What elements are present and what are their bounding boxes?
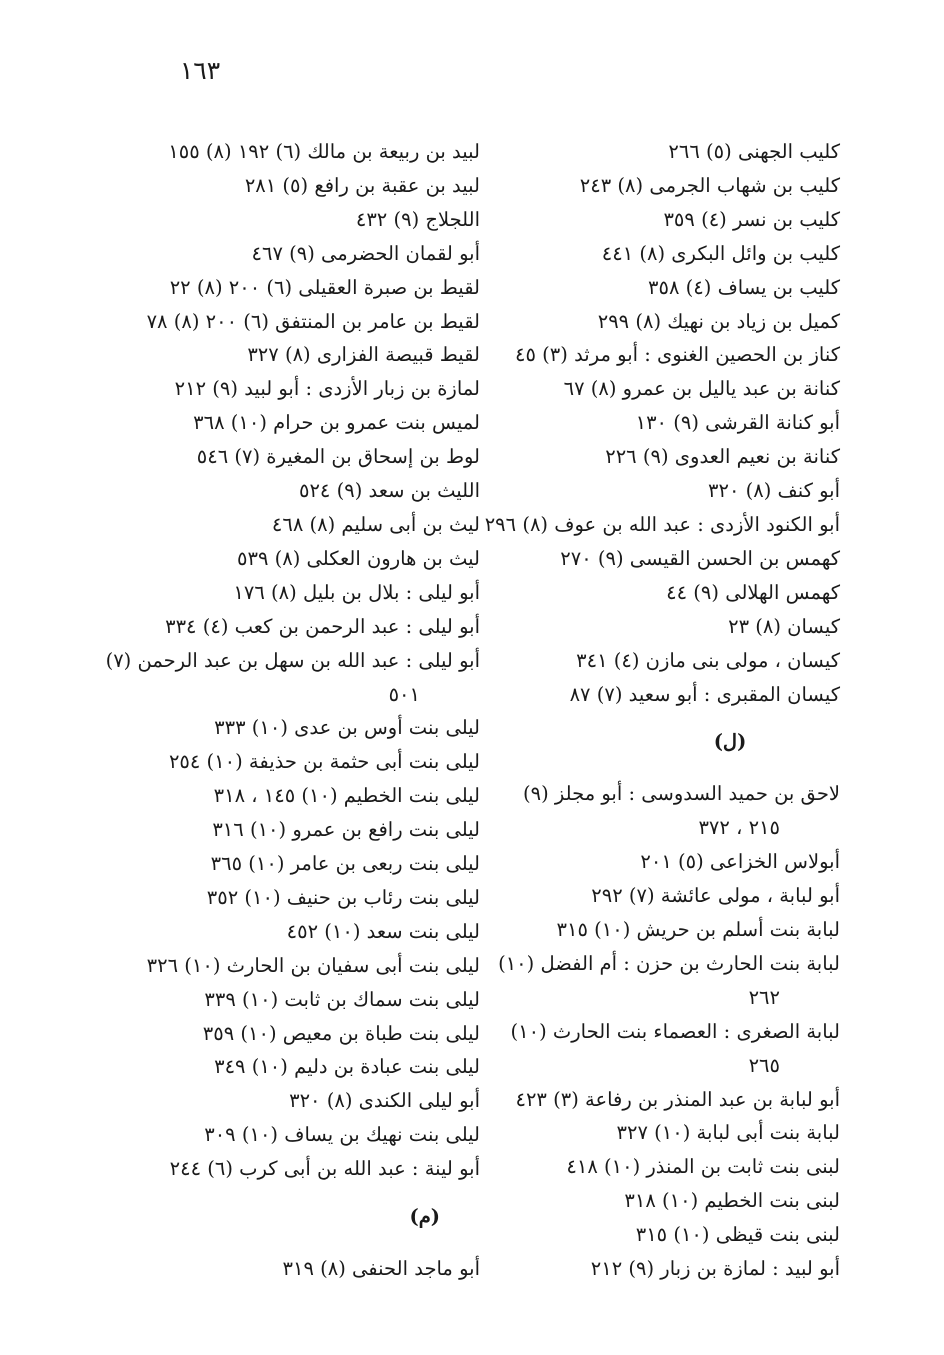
index-entries-lam — [500, 777, 840, 1286]
index-entry — [500, 777, 840, 845]
index-entry-text: لبابة بنت الحارث بن حزن : أم الفضل (١٠) — [498, 951, 840, 975]
index-entry — [500, 879, 840, 913]
index-entry-text: ليلى بنت نهيك بن يساف (١٠) ٣٠٩ — [204, 1123, 480, 1147]
index-entry-text: أبو لينة : عبد الله بن أبى كرب (٦) ٢٤٤ — [169, 1157, 480, 1181]
index-entry-text: لقيط بن صبرة العقيلى (٦) ٢٠٠ (٨) ٢٢ — [169, 275, 480, 299]
index-entry-text: كيسان ، مولى بنى مازن (٤) ٣٤١ — [576, 648, 840, 672]
index-entry — [150, 1252, 480, 1286]
index-entry-text: لبنى بنت الخطيم (١٠) ٣١٨ — [624, 1189, 840, 1213]
index-column-left — [105, 135, 480, 1286]
index-entry — [500, 135, 840, 169]
index-entry — [500, 1083, 840, 1117]
index-entry — [150, 711, 480, 745]
index-entry — [150, 1050, 480, 1084]
index-entry-text: أبو ليلى الكندى (٨) ٣٢٠ — [289, 1089, 480, 1113]
index-entry — [500, 542, 840, 576]
index-entry-text: ليلى بنت سعد (١٠) ٤٥٢ — [286, 919, 480, 943]
index-entry — [500, 169, 840, 203]
index-entry — [150, 169, 480, 203]
index-entry — [150, 406, 480, 440]
index-entry-text: لمازة بن زبار الأزدى : أبو لبيد (٩) ٢١٢ — [174, 377, 480, 401]
index-entry — [150, 779, 480, 813]
index-entry-text: أبو ليلى : عبد الله بن سهل بن عبد الرحمن (٧) — [105, 648, 480, 672]
index-entry-text: أبو لبابة ، مولى عائشة (٧) ٢٩٢ — [591, 884, 840, 908]
index-entry-text: ليلى بنت طباة بن معيص (١٠) ٣٥٩ — [202, 1021, 480, 1045]
index-entry-text: أبو الكنود الأزدى : عبد الله بن عوف (٨) ٢٩٦ — [484, 512, 840, 536]
index-entry — [500, 1015, 840, 1083]
index-entry-text: ليلى بنت سماك بن ثابت (١٠) ٣٣٩ — [204, 987, 480, 1011]
index-entry-text: أبو كنف (٨) ٣٢٠ — [708, 479, 840, 503]
index-entry — [500, 338, 840, 372]
index-entry-text: ليلى بنت أبى حثمة بن حذيفة (١٠) ٢٥٤ — [168, 750, 480, 774]
index-entry-text: لقيط قبيصة الفزارى (٨) ٣٢٧ — [247, 343, 480, 367]
index-entry-text: لبابة الصغرى : العصماء بنت الحارث (١٠) — [510, 1019, 840, 1043]
index-entry — [500, 271, 840, 305]
index-entry — [150, 915, 480, 949]
index-entry — [500, 947, 840, 1015]
index-entry — [146, 949, 480, 983]
index-entry-text: أبو لبيد : لمازة بن زبار (٩) ٢١٢ — [590, 1257, 840, 1281]
index-entry — [500, 1184, 840, 1218]
index-entry-text: اللجلاج (٩) ٤٣٢ — [355, 207, 480, 231]
index-entry-text: لبابة بنت أبى لبابة (١٠) ٣٢٧ — [616, 1121, 840, 1145]
index-entry-text: لميس بنت عمرو بن حرام (١٠) ٣٦٨ — [193, 411, 480, 435]
index-entry-text: كليب بن يساف (٤) ٣٥٨ — [648, 275, 840, 299]
index-entry — [150, 745, 480, 779]
index-entry-text: ليلى بنت الخطيم (١٠) ١٤٥ ، ٣١٨ — [213, 784, 480, 808]
index-entry-text: ليث بن هارون العكلى (٨) ٥٣٩ — [237, 546, 480, 570]
index-entry-text: كليب بن وائل البكرى (٨) ٤٤١ — [601, 241, 840, 265]
index-entry — [150, 881, 480, 915]
index-entry-text: أبو ماجد الحنفى (٨) ٣١٩ — [282, 1257, 480, 1281]
index-entry-text: كيسان (٨) ٢٣ — [728, 614, 840, 638]
index-entry-text: لبيد بن ربيعة بن مالك (٦) ١٩٢ (٨) ١٥٥ — [168, 140, 480, 163]
index-entry — [150, 1152, 480, 1186]
index-entry — [150, 576, 480, 610]
index-entry — [500, 845, 840, 879]
index-entry — [484, 508, 840, 542]
index-entry-text: أبو ليلى : عبد الرحمن بن كعب (٤) ٣٣٤ — [165, 614, 480, 638]
page-number: ١٦٣ — [179, 56, 221, 85]
index-entry-text: لبنى بنت قيظى (١٠) ٣١٥ — [635, 1223, 840, 1247]
index-entry — [146, 305, 480, 339]
index-entry — [500, 305, 840, 339]
index-entry-text: أبو لقمان الحضرمى (٩) ٤٦٧ — [251, 241, 480, 265]
section-heading-mim: (م) — [409, 1205, 440, 1229]
index-entry-text: لقيط بن عامر بن المنتفق (٦) ٢٠٠ (٨) ٧٨ — [146, 309, 480, 333]
index-entry-text: كهمس الهلالى (٩) ٤٤ — [666, 580, 840, 604]
index-entry — [150, 610, 480, 644]
index-entry-continuation: ٢٦٥ — [748, 1053, 780, 1077]
index-entry-text: ليلى بنت ربعى بن عامر (١٠) ٣٦٥ — [210, 852, 480, 876]
index-entry — [150, 440, 480, 474]
index-entry — [150, 203, 480, 237]
index-entry-text: كنانة بن عبد ياليل بن عمرو (٨) ٦٧ — [563, 377, 840, 401]
index-entry-text: كيسان المقبرى : أبو سعيد (٧) ٨٧ — [569, 682, 840, 706]
index-entry-text: أبولاس الخزاعى (٥) ٢٠١ — [640, 850, 840, 874]
index-entry-text: الليث بن سعد (٩) ٥٢٤ — [298, 479, 480, 503]
index-entry-text: كناز بن الحصين الغنوى : أبو مرثد (٣) ٤٥ — [515, 343, 840, 367]
index-entry — [150, 1118, 480, 1152]
index-entry-continuation: ٥٠١ — [388, 682, 420, 706]
index-entry — [150, 1017, 480, 1051]
index-entry-text: كليب بن شهاب الجرمى (٨) ٢٤٣ — [579, 173, 840, 197]
index-entry-text: لبنى بنت ثابت بن المنذر (١٠) ٤١٨ — [566, 1155, 840, 1179]
index-entry — [150, 542, 480, 576]
index-entry — [500, 576, 840, 610]
index-entry — [105, 644, 480, 712]
index-entry-text: أبو كنانة القرشى (٩) ١٣٠ — [635, 411, 840, 435]
index-entry — [150, 983, 480, 1017]
index-entry — [500, 237, 840, 271]
index-entry — [500, 1218, 840, 1252]
section-heading-lam: (ل) — [713, 730, 747, 754]
index-entry — [500, 406, 840, 440]
index-entry — [500, 644, 840, 678]
index-entry — [500, 440, 840, 474]
index-entry — [150, 847, 480, 881]
index-entry-text: ليلى بنت عبادة بن دليم (١٠) ٣٤٩ — [214, 1055, 480, 1079]
index-entry — [500, 678, 840, 712]
index-column-right — [484, 135, 840, 1286]
index-entry — [150, 237, 480, 271]
index-entry-text: ليلى بنت رافع بن عمرو (١٠) ٣١٦ — [212, 818, 480, 842]
index-entry-text: كهمس بن الحسن القيسى (٩) ٢٧٠ — [560, 546, 840, 570]
index-entry — [150, 474, 480, 508]
index-entry-text: كليب بن نسر (٤) ٣٥٩ — [663, 207, 840, 231]
index-entry-text: ليلى بنت أبى سفيان بن الحارث (١٠) ٣٢٦ — [146, 953, 480, 977]
index-entry — [150, 813, 480, 847]
index-entry — [150, 135, 480, 169]
index-entry-continuation: ٢٦٢ — [748, 985, 780, 1009]
index-entry-continuation: ٢١٥ ، ٣٧٢ — [698, 816, 780, 840]
index-entries-kaf — [484, 135, 840, 711]
index-entry — [500, 372, 840, 406]
index-entry — [500, 203, 840, 237]
index-entry-text: ليلى بنت رئاب بن حنيف (١٠) ٣٥٢ — [206, 885, 480, 909]
index-entries-mim — [150, 1252, 480, 1286]
index-entry-text: لاحق بن حميد السدوسى : أبو مجلز (٩) — [523, 782, 840, 806]
index-entry-text: كليب الجهنى (٥) ٢٦٦ — [668, 140, 840, 163]
index-entry-text: أبو لبابة بن عبد المنذر بن رفاعة (٣) ٤٢٣ — [515, 1087, 840, 1111]
index-entry-text: كنانة بن نعيم العدوى (٩) ٢٢٦ — [605, 445, 840, 469]
index-entries-lam-continued — [105, 135, 480, 1186]
index-entry-text: كميل بن زياد بن نهيك (٨) ٢٩٩ — [597, 309, 840, 333]
index-entry-text: ليلى بنت أوس بن عدى (١٠) ٣٣٣ — [214, 716, 480, 740]
index-entry-text: ليث بن أبى سليم (٨) ٤٦٨ — [271, 512, 480, 536]
index-entry — [500, 913, 840, 947]
index-entry — [150, 1084, 480, 1118]
index-entry — [500, 610, 840, 644]
index-entry — [500, 1116, 840, 1150]
index-entry — [500, 474, 840, 508]
index-entry — [150, 271, 480, 305]
index-entry — [150, 338, 480, 372]
index-entry — [500, 1150, 840, 1184]
index-entry — [500, 1252, 840, 1286]
index-entry — [150, 372, 480, 406]
index-entry-text: لوط بن إسحاق بن المغيرة (٧) ٥٤٦ — [196, 445, 480, 469]
index-entry — [150, 508, 480, 542]
index-entry-text: لبيد بن عقبة بن رافع (٥) ٢٨١ — [244, 173, 480, 197]
index-entry-text: لبابة بنت أسلم بن حريش (١٠) ٣١٥ — [556, 918, 840, 942]
index-entry-text: أبو ليلى : بلال بن بليل (٨) ١٧٦ — [233, 580, 480, 604]
